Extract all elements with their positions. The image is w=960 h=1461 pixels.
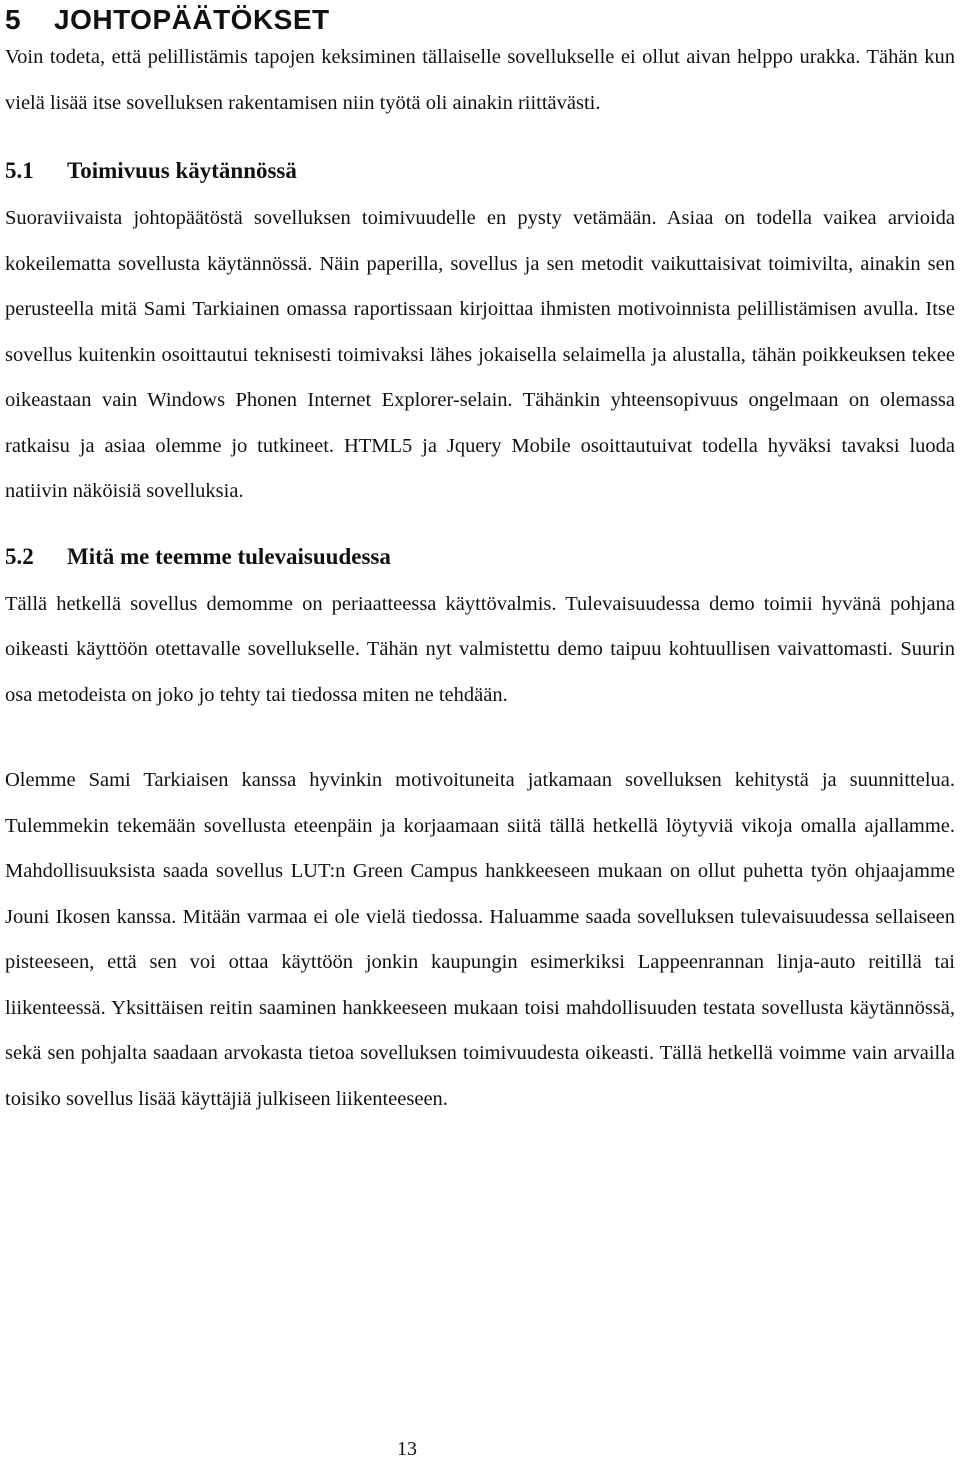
chapter-intro-paragraph: Voin todeta, että pelillistämis tapojen keksiminen tällaiselle sovellukselle ei ollut aivan helppo urakka. Tähän kun vielä lisää itse sovelluksen rakentamisen niin työtä oli ainakin riittävästi. bbox=[5, 46, 955, 114]
section-heading-5-2 bbox=[5, 542, 955, 572]
section-5-1-paragraph: Suoraviivaista johtopäätöstä sovelluksen toimivuudelle en pysty vetämään. Asiaa on todella vaikea arvioida kokeilematta sovellusta käytännössä. Näin paperilla, sovellus ja sen metodit vaikuttaisivat toimivilta, ainakin sen perusteella mitä Sami Tarkiainen omassa raportissaan kirjoittaa ihmisten motivoinnista pelillistämisen avulla. Itse sovellus kuitenkin osoittautui teknisesti toimivaksi lähes jokaisella selaimella ja alustalla, tähän poikkeuksen tekee oikeastaan vain Windows Phonen Internet Explorer-selain. Tähänkin yhteensopivuus ongelmaan on olemassa ratkaisu ja asiaa olemme jo tutkineet. HTML5 ja Jquery Mobile osoittautuivat todella hyväksi tavaksi luoda natiivin näköisiä sovelluksia. bbox=[5, 207, 955, 502]
page-number: 13 bbox=[397, 1438, 417, 1460]
chapter-title: JOHTOPÄÄTÖKSET bbox=[54, 4, 330, 35]
section-5-2-paragraph-2: Olemme Sami Tarkiaisen kanssa hyvinkin motivoituneita jatkamaan sovelluksen kehitystä ja suunnittelua. Tulemmekin tekemään sovellusta eteenpäin ja korjaamaan siitä tällä hetkellä löytyviä vikoja omalla ajallamme. Mahdollisuuksista saada sovellus LUT:n Green Campus hankkeeseen mukaan on ollut puhetta työn ohjaajamme Jouni Ikosen kanssa. Mitään varmaa ei ole vielä tiedossa. Haluamme saada sovelluksen tulevaisuudessa sellaiseen pisteeseen, että sen voi ottaa käyttöön jonkin kaupungin esimerkiksi Lappeenrannan linja-auto reitillä tai liikenteessä. Yksittäisen reitin saaminen hankkeeseen mukaan toisi mahdollisuuden testata sovellusta käytännössä, sekä sen pohjalta saadaan arvokasta tietoa sovelluksen toimivuudesta oikeasti. Tällä hetkellä voimme vain arvailla toisiko sovellus lisää käyttäjiä julkiseen liikenteeseen. bbox=[5, 769, 955, 1110]
section-title-5-2: Mitä me teemme tulevaisuudessa bbox=[67, 543, 391, 569]
chapter-heading bbox=[5, 0, 955, 38]
section-title-5-1: Toimivuus käytännössä bbox=[67, 158, 297, 183]
section-number-5-2: 5.2 bbox=[5, 543, 34, 569]
document-page bbox=[5, 0, 955, 1122]
section-number-5-1: 5.1 bbox=[5, 158, 34, 183]
section-heading-5-1 bbox=[5, 156, 955, 186]
section-5-2-paragraph-1: Tällä hetkellä sovellus demomme on periaatteessa käyttövalmis. Tulevaisuudessa demo toimii hyvänä pohjana oikeasti käyttöön otettavalle sovellukselle. Tähän nyt valmistettu demo taipuu kohtuullisen vaivattomasti. Suurin osa metodeista on joko jo tehty tai tiedossa miten ne tehdään. bbox=[5, 592, 955, 706]
chapter-number: 5 bbox=[5, 4, 22, 35]
